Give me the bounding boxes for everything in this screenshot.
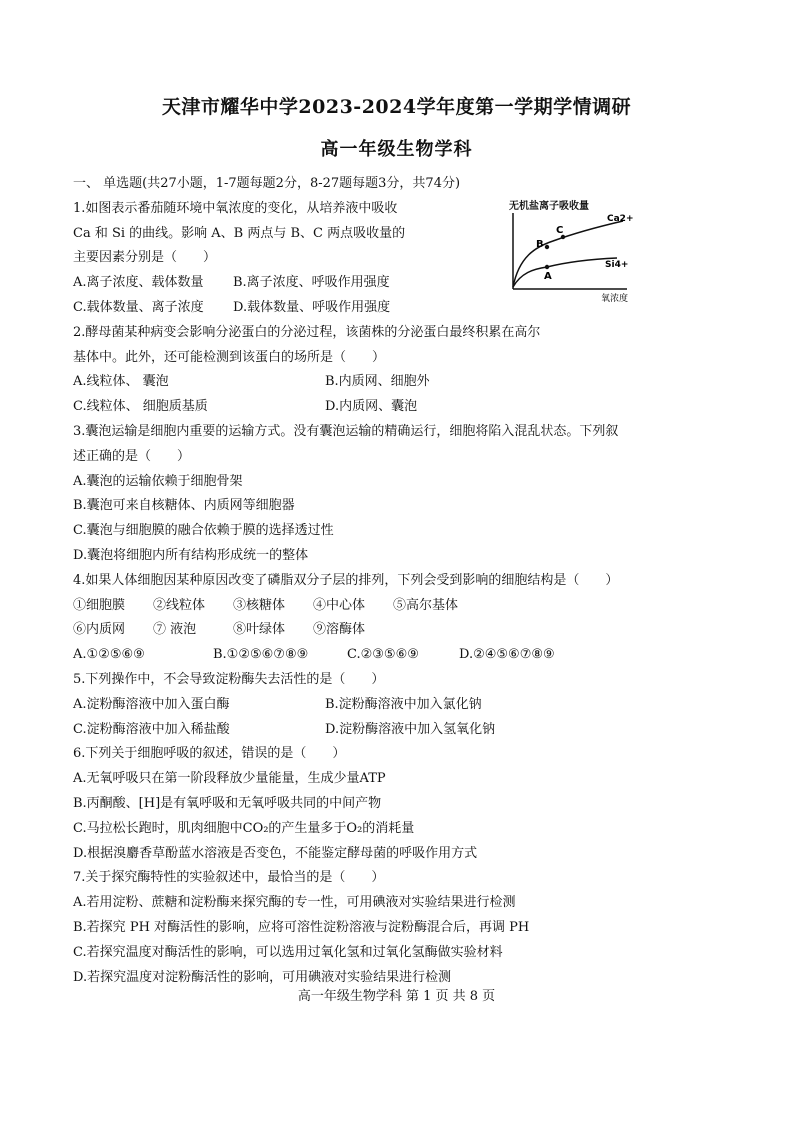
option-b: B.若探究 PH 对酶活性的影响，应将可溶性淀粉溶液与淀粉酶混合后，再调 PH	[73, 919, 530, 935]
label-a: A	[544, 271, 552, 282]
structure-item: ①细胞膜	[73, 597, 126, 613]
structure-item: ②线粒体	[153, 597, 206, 613]
question-stem: 7.关于探究酶特性的实验叙述中，最恰当的是（ ）	[73, 870, 385, 886]
structure-item: ④中心体	[313, 597, 366, 613]
label-b: B	[536, 239, 544, 250]
question-4	[73, 569, 723, 668]
section-heading: 一、 单选题(共27小题，1-7题每题2分，8-27题每题3分，共74分)	[73, 176, 461, 191]
option-a: A.囊泡的运输依赖于细胞骨架	[73, 473, 243, 489]
question-stem: 主要因素分别是（ ）	[73, 250, 217, 266]
question-stem: 4.如果人体细胞因某种原因改变了磷脂双分子层的排列，下列会受到影响的细胞结构是（ ）	[73, 572, 619, 588]
option-d: D.根据溴麝香草酚蓝水溶液是否变色，不能鉴定酵母菌的呼吸作用方式	[73, 845, 478, 861]
question-5	[73, 668, 723, 742]
structure-item: ⑨溶酶体	[313, 622, 366, 638]
option-c: C.②③⑤⑥⑨	[347, 647, 419, 663]
series-ca-name: Ca2+	[607, 214, 634, 224]
option-a: A.离子浓度、载体数量	[73, 275, 204, 291]
option-c: C.囊泡与细胞膜的融合依赖于膜的选择透过性	[73, 523, 334, 539]
question-stem: 6.下列关于细胞呼吸的叙述，错误的是（ ）	[73, 746, 346, 762]
option-b: B.丙酮酸、[H]是有氧呼吸和无氧呼吸共同的中间产物	[73, 795, 382, 811]
option-c: C.淀粉酶溶液中加入稀盐酸	[73, 721, 230, 737]
question-stem: 基体中。此外，还可能检测到该蛋白的场所是（ ）	[73, 349, 386, 365]
question-2	[73, 321, 723, 420]
option-c: C.马拉松长跑时，肌肉细胞中CO₂的产生量多于O₂的消耗量	[73, 820, 415, 836]
option-a: A.若用淀粉、蔗糖和淀粉酶来探究酶的专一性，可用碘液对实验结果进行检测	[73, 895, 516, 911]
question-stem: 述正确的是（ ）	[73, 448, 191, 464]
question-7	[73, 866, 723, 990]
question-6	[73, 742, 723, 866]
option-c: C.载体数量、离子浓度	[73, 299, 204, 315]
option-a: A.①②⑤⑥⑨	[73, 647, 145, 663]
option-b: B.离子浓度、呼吸作用强度	[233, 275, 390, 291]
question-list	[73, 172, 723, 990]
option-b: B.①②⑤⑥⑦⑧⑨	[213, 647, 309, 663]
option-c: C.若探究温度对酶活性的影响，可以选用过氧化氢和过氧化氢酶做实验材料	[73, 944, 503, 960]
structure-item: ③核糖体	[233, 597, 286, 613]
option-d: D.若探究温度对淀粉酶活性的影响，可用碘液对实验结果进行检测	[73, 969, 452, 985]
question-stem: 2.酵母菌某种病变会影响分泌蛋白的分泌过程，该菌株的分泌蛋白最终积累在高尔	[73, 324, 541, 340]
exam-subtitle: 高一年级生物学科	[320, 139, 473, 160]
option-a: A.线粒体、 囊泡	[73, 374, 169, 390]
chart-xlabel: 氧浓度	[601, 294, 629, 304]
structure-item: ⑦ 液泡	[153, 622, 197, 638]
option-d: D.载体数量、呼吸作用强度	[233, 299, 391, 315]
option-d: D.内质网、囊泡	[325, 399, 418, 415]
option-a: A.无氧呼吸只在第一阶段释放少量能量，生成少量ATP	[73, 771, 386, 787]
option-b: B.囊泡可来自核糖体、内质网等细胞器	[73, 498, 295, 514]
structure-item: ⑧叶绿体	[233, 622, 286, 638]
question-stem: 3.囊泡运输是细胞内重要的运输方式。没有囊泡运输的精确运行，细胞将陷入混乱状态。下列叙	[73, 423, 619, 439]
option-d: D.囊泡将细胞内所有结构形成统一的整体	[73, 547, 309, 563]
label-c: C	[556, 225, 564, 236]
question-stem: 1.如图表示番茄随环境中氧浓度的变化，从培养液中吸收	[73, 200, 398, 216]
question-stem: 5.下列操作中，不会导致淀粉酶失去活性的是（ ）	[73, 671, 385, 687]
question-3	[73, 420, 723, 569]
option-a: A.淀粉酶溶液中加入蛋白酶	[73, 696, 230, 712]
question-1	[73, 197, 723, 321]
option-b: B.内质网、细胞外	[325, 374, 430, 390]
option-b: B.淀粉酶溶液中加入氯化钠	[325, 696, 482, 712]
series-si-name: Si4+	[605, 260, 629, 270]
structure-item: ⑥内质网	[73, 622, 126, 638]
question-stem: Ca 和 Si 的曲线。影响 A、B 两点与 B、C 两点吸收量的	[73, 225, 406, 241]
page-footer: 高一年级生物学科 第 1 页 共 8 页	[297, 989, 496, 1004]
exam-title: 天津市耀华中学2023-2024学年度第一学期学情调研	[161, 96, 632, 118]
option-d: D.②④⑤⑥⑦⑧⑨	[459, 647, 555, 663]
chart-ylabel: 无机盐离子吸收量	[509, 201, 589, 212]
structure-item: ⑤高尔基体	[393, 597, 459, 613]
option-c: C.线粒体、 细胞质基质	[73, 399, 208, 415]
option-d: D.淀粉酶溶液中加入氢氧化钠	[325, 721, 496, 737]
